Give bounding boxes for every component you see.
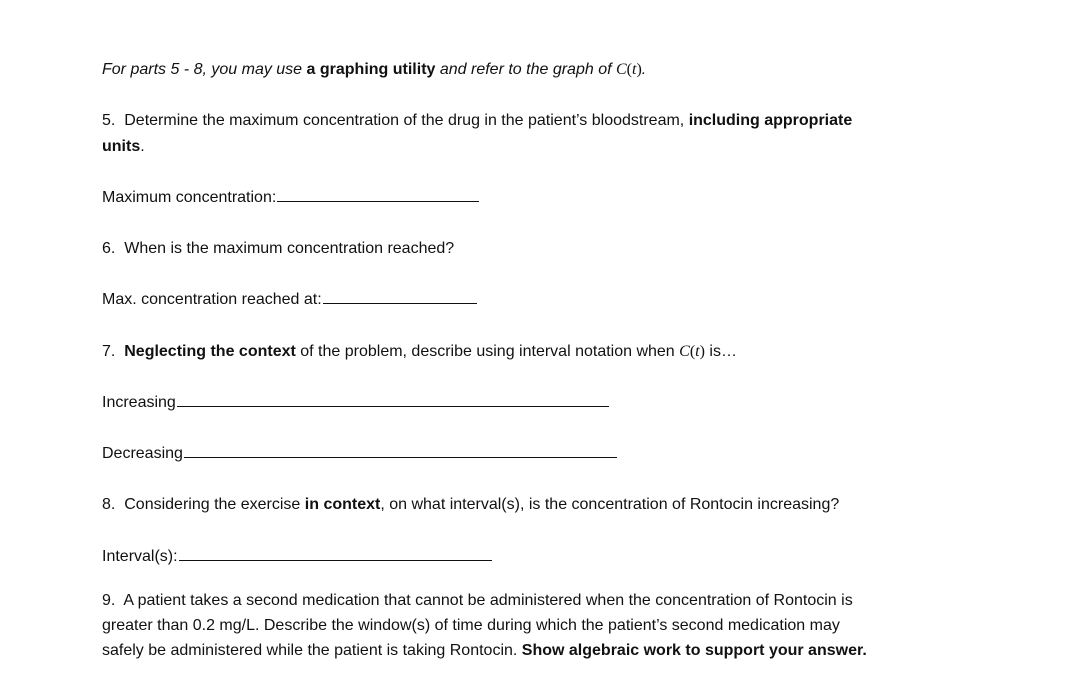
question-6 [102,237,454,261]
question-7-number: 7. [102,343,116,360]
increasing-blank[interactable] [177,392,609,407]
question-8-number: 8. [102,496,116,513]
decreasing-label: Decreasing [102,445,183,462]
question-7 [102,340,737,364]
max-concentration-blank[interactable] [277,187,479,202]
question-5-text: Determine the maximum concentration of the drug in the patient’s bloodstream, [124,112,689,129]
max-concentration-answer [102,186,479,210]
question-9-line-3 [102,639,867,663]
question-5-bold: including appropriate [688,112,853,129]
max-time-label: Max. concentration reached at: [102,291,322,308]
interval-label: Interval(s): [102,548,178,565]
question-9-line-1 [102,589,853,613]
question-7-bold: Neglecting the context [124,343,296,360]
question-8 [102,493,839,517]
question-9-bold: Show algebraic work to support your answer. [521,642,867,659]
question-9-text-1: A patient takes a second medication that cannot be administered when the concentration of Rontocin is [123,592,853,609]
question-9-text-2: greater than 0.2 mg/L. Describe the window(s) of time during which the patient’s second medication may [102,617,840,634]
question-5-line-2: units. [102,138,145,155]
worksheet-page [102,0,982,674]
interval-answer [102,545,492,569]
question-8-text-2: , on what interval(s), is the concentration of Rontocin increasing? [380,496,840,513]
question-8-bold: in context [304,496,381,513]
question-6-number: 6. [102,240,116,257]
intro-function: C(t) [615,61,642,78]
question-9-text-3: safely be administered while the patient is taking Rontocin. [102,642,522,659]
max-time-blank[interactable] [323,289,477,304]
question-5-bold-units: units [102,138,141,155]
intro-middle: and refer to the graph of [435,61,616,78]
question-7-text: of the problem, describe using interval notation when [295,343,680,360]
intro-instruction [102,58,646,82]
increasing-label: Increasing [102,394,176,411]
max-time-answer [102,288,477,312]
question-9-line-2 [102,614,840,638]
interval-blank[interactable] [179,546,492,561]
question-8-text: Considering the exercise [124,496,305,513]
question-7-suffix: is… [704,343,737,360]
intro-suffix: . [641,61,647,78]
question-5-line-1 [102,109,852,133]
question-7-function: C(t) [679,343,705,360]
question-5-number: 5. [102,112,116,129]
decreasing-answer [102,442,617,466]
question-9-number: 9. [102,592,116,609]
intro-bold: a graphing utility [306,61,436,78]
max-concentration-label: Maximum concentration: [102,189,277,206]
intro-prefix: For parts 5 - 8, you may use [102,61,307,78]
increasing-answer [102,391,609,415]
question-6-text: When is the maximum concentration reached? [124,240,455,257]
decreasing-blank[interactable] [184,443,617,458]
